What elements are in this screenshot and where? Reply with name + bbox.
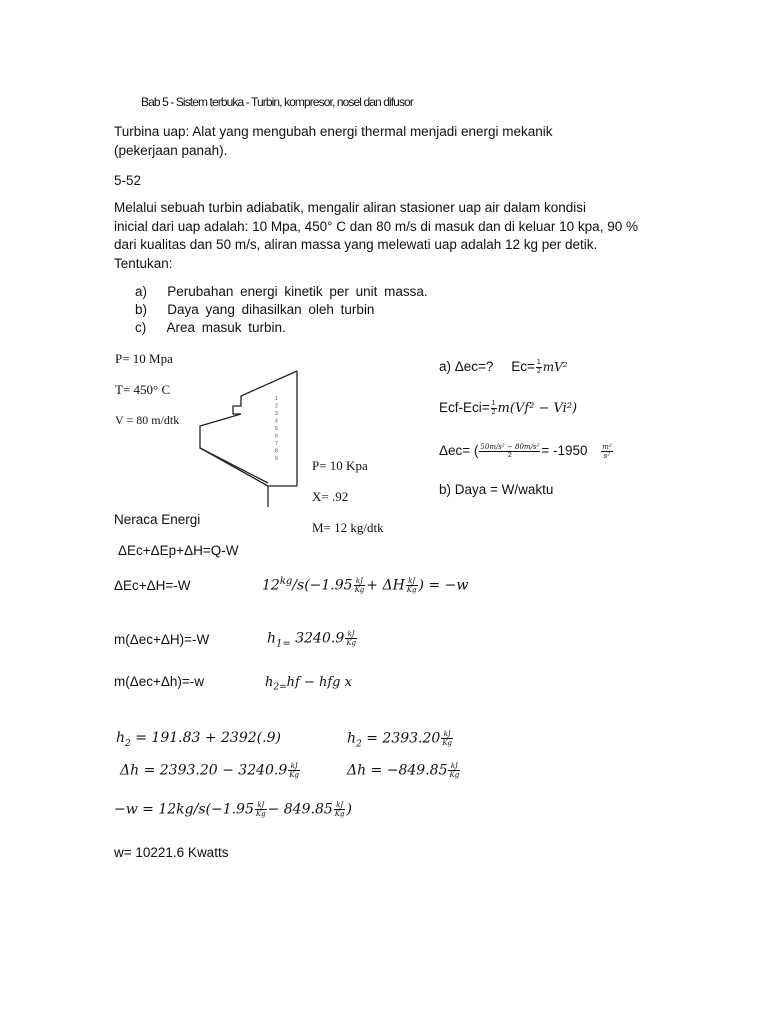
unit-fraction bbox=[288, 762, 300, 779]
work-computation bbox=[114, 801, 352, 818]
problem-number: 5-52 bbox=[114, 173, 142, 188]
blade-mark: 7 bbox=[275, 441, 278, 447]
frac-den: Kg bbox=[346, 639, 356, 647]
frac-num: kJ bbox=[406, 577, 418, 586]
h1-equation bbox=[267, 630, 358, 649]
frac-num: kJ bbox=[288, 762, 300, 771]
outlet-quality: X= .92 bbox=[312, 489, 349, 504]
eq-part: −w = 12kg/s(−1.95 bbox=[114, 801, 254, 818]
intro-line-1: Turbina uap: Alat yang mengubah energi thermal menjadi energi mekanik bbox=[114, 124, 553, 139]
energy-eq-4: m(Δec+Δh)=-w bbox=[114, 674, 205, 689]
task-item bbox=[135, 319, 428, 337]
eq-part: /s(−1.95 bbox=[292, 577, 353, 594]
eq-part: 191.83 + 2392(.9) bbox=[151, 730, 281, 746]
dec-fraction bbox=[479, 443, 540, 460]
part-a-line bbox=[439, 359, 568, 376]
energy-eq-3: m(Δec+ΔH)=-W bbox=[114, 632, 210, 647]
ecf-line bbox=[439, 400, 577, 417]
inlet-velocity: V = 80 m/dtk bbox=[115, 413, 180, 427]
problem-statement bbox=[114, 199, 638, 273]
mass-energy-equation bbox=[262, 576, 468, 594]
frac-den: Kg bbox=[334, 810, 345, 818]
eq-part: + ΔH bbox=[366, 577, 405, 594]
frac-den: Kg bbox=[442, 739, 453, 747]
task-text: Perubahan energi kinetik per unit massa. bbox=[167, 284, 428, 299]
blade-mark: 6 bbox=[275, 433, 278, 440]
problem-line-2: inicial dari uap adalah: 10 Mpa, 450° C dan 80 m/s di masuk dan di keluar 10 kpa, 90 % bbox=[114, 218, 638, 234]
half-fraction bbox=[536, 359, 542, 376]
blade-mark: 9 bbox=[275, 456, 278, 462]
frac-num: kJ bbox=[448, 762, 460, 771]
eq-part: h bbox=[116, 730, 126, 746]
frac-num: kJ bbox=[441, 730, 453, 739]
task-text: Area masuk turbin. bbox=[166, 320, 286, 335]
blade-mark: 2 bbox=[275, 403, 278, 410]
frac-num: kJ bbox=[255, 801, 267, 810]
frac-num: m² bbox=[602, 443, 612, 451]
task-marker: b) bbox=[135, 302, 148, 317]
h2-result bbox=[347, 730, 454, 749]
part-b-line: b) Daya = W/waktu bbox=[439, 482, 554, 497]
frac-den: 2 bbox=[507, 452, 512, 459]
turbine-blade-marks bbox=[275, 396, 278, 462]
eq-part: 2 bbox=[125, 738, 131, 749]
unit-fraction bbox=[345, 630, 357, 647]
blade-mark: 4 bbox=[275, 418, 278, 425]
unit-fraction bbox=[334, 801, 346, 818]
unit-fraction bbox=[255, 801, 267, 818]
h2-definition bbox=[265, 675, 352, 693]
task-text: Daya yang dihasilkan oleh turbin bbox=[167, 302, 375, 317]
problem-line-3: dari kualitas dan 50 m/s, aliran massa yang melewati uap adalah 12 kg per detik. bbox=[114, 237, 598, 252]
unit-fraction bbox=[448, 762, 460, 779]
turbine-diagram bbox=[190, 366, 310, 512]
delta-h-result bbox=[347, 762, 461, 779]
blade-mark: 1 bbox=[275, 396, 278, 402]
eq-part: ) = −w bbox=[418, 577, 469, 594]
frac-num: kJ bbox=[334, 801, 346, 810]
eq-part: − 849.85 bbox=[267, 801, 333, 818]
frac-den: 2 bbox=[491, 409, 496, 416]
blade-mark: 3 bbox=[275, 411, 278, 417]
ec-label: Ec= bbox=[511, 359, 535, 375]
blade-mark: 5 bbox=[275, 426, 278, 432]
frac-den: Kg bbox=[354, 586, 365, 595]
delta-h-computation bbox=[120, 762, 301, 779]
outlet-mass-flow: M= 12 kg/dtk bbox=[312, 520, 384, 535]
unit-fraction bbox=[601, 443, 612, 460]
ec-expression: mV² bbox=[542, 360, 568, 375]
eq-part: 2 bbox=[356, 739, 362, 750]
outlet-pressure: P= 10 Kpa bbox=[312, 458, 368, 473]
eq-part: h bbox=[267, 630, 277, 647]
eq-part: kg bbox=[279, 576, 293, 587]
inlet-pressure: P= 10 Mpa bbox=[115, 351, 173, 366]
eq-part: hf − hfg x bbox=[286, 675, 352, 690]
eq-part: = bbox=[361, 730, 383, 747]
task-item bbox=[135, 301, 428, 319]
blade-mark: 8 bbox=[275, 448, 278, 455]
half-fraction bbox=[491, 400, 497, 417]
frac-den: Kg bbox=[406, 586, 417, 595]
eq-part: Δh = −849.85 bbox=[347, 762, 448, 779]
frac-num: 1 bbox=[536, 359, 541, 366]
eq-part: 1= bbox=[276, 638, 291, 650]
frac-den: 2 bbox=[536, 368, 541, 375]
eq-part: 12 bbox=[262, 577, 280, 594]
problem-line-1: Melalui sebuah turbin adiabatik, mengalir aliran stasioner uap air dalam kondisi bbox=[114, 200, 587, 215]
part-a-label: a) Δec=? bbox=[439, 359, 494, 375]
frac-den: Kg bbox=[449, 771, 460, 779]
task-list bbox=[135, 283, 428, 337]
h2-computation bbox=[116, 730, 281, 749]
eq-part: h bbox=[265, 675, 274, 690]
eq-part: 3240.9 bbox=[295, 630, 345, 647]
problem-line-4: Tentukan: bbox=[114, 255, 173, 271]
ecf-expression: m(Vf² − Vi²) bbox=[497, 401, 578, 417]
chapter-heading: Bab 5 - Sistem terbuka - Turbin, kompresor, nosel dan difusor bbox=[141, 95, 413, 109]
dec-value: = -1950 bbox=[541, 443, 588, 459]
frac-num: kJ bbox=[345, 630, 357, 639]
ecf-label: Ecf-Eci= bbox=[439, 400, 490, 416]
frac-num: kJ bbox=[354, 577, 366, 586]
eq-part: Δh = 2393.20 − 3240.9 bbox=[120, 762, 288, 779]
dec-label: Δec= ( bbox=[439, 443, 479, 459]
task-marker: a) bbox=[135, 284, 148, 299]
unit-fraction bbox=[441, 730, 453, 747]
intro-paragraph bbox=[114, 123, 553, 160]
energy-eq-1: ΔEc+ΔEp+ΔH=Q-W bbox=[118, 543, 239, 558]
task-item bbox=[135, 283, 428, 301]
frac-num: 1 bbox=[491, 400, 496, 407]
frac-den: s² bbox=[603, 452, 611, 460]
intro-line-2: (pekerjaan panah). bbox=[114, 142, 228, 158]
dec-line bbox=[439, 443, 614, 460]
eq-part: ) bbox=[346, 801, 352, 818]
frac-den: Kg bbox=[289, 771, 299, 779]
work-result: w= 10221.6 Kwatts bbox=[114, 845, 229, 860]
eq-part: 2393.20 bbox=[382, 730, 441, 747]
energy-eq-2: ΔEc+ΔH=-W bbox=[114, 578, 191, 593]
frac-num: 50m/s² − 80m/s² bbox=[480, 443, 540, 451]
inlet-temperature: T= 450° C bbox=[115, 382, 171, 397]
eq-part: h bbox=[347, 730, 357, 747]
eq-part: = bbox=[130, 730, 152, 746]
eq-part: 2= bbox=[273, 682, 287, 693]
frac-den: Kg bbox=[255, 810, 266, 818]
unit-fraction bbox=[354, 577, 366, 594]
unit-fraction bbox=[406, 577, 418, 594]
energy-balance-title: Neraca Energi bbox=[114, 512, 201, 527]
task-marker: c) bbox=[135, 320, 147, 335]
turbine-lower-outline bbox=[200, 448, 268, 483]
